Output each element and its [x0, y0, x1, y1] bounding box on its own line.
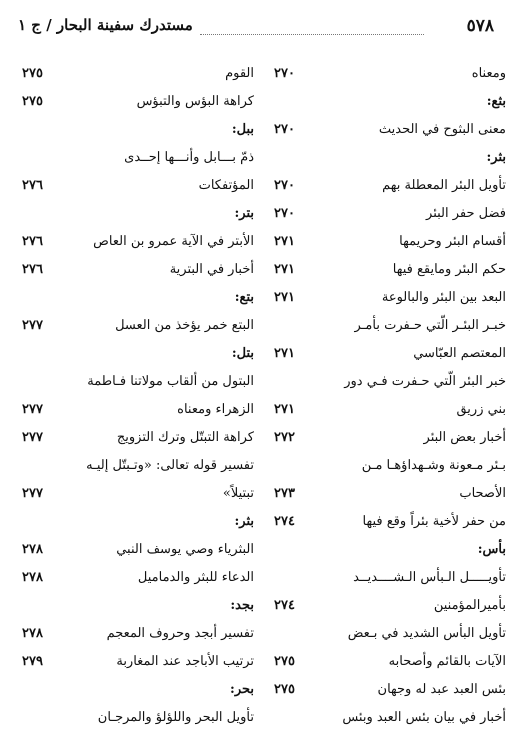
entry-page-number: ٢٧٠: [274, 178, 295, 193]
index-entry: [268, 592, 506, 620]
index-entry: [16, 704, 254, 732]
entry-page-number: ٢٧٨: [22, 626, 43, 641]
entry-text: بثع:: [486, 94, 506, 109]
entry-text: بجد:: [230, 598, 254, 613]
index-entry: [268, 704, 506, 732]
page-header: [0, 0, 516, 50]
entry-text: تأويل البحر واللؤلؤ والمرجـان: [97, 710, 254, 725]
entry-text: تأويل البأس الشديد في بـعض: [347, 626, 506, 641]
index-entry: [16, 564, 254, 592]
page-number: ٥٧٨: [466, 16, 494, 36]
entry-text: البتول من ألقاب مولاتنا فـاطمة: [87, 374, 254, 389]
header-divider: [200, 34, 424, 35]
entry-text: من حفر لأخية بئراً وقع فيها: [362, 514, 506, 529]
index-entry: [268, 284, 506, 312]
index-entry: [268, 564, 506, 592]
entry-text: تأويل البئر المعطلة بهم: [382, 178, 506, 193]
entry-text: الدعاء للبثر والدماميل: [137, 570, 254, 585]
index-entry: [268, 676, 506, 704]
entry-text: بثر:: [234, 514, 254, 529]
index-entry: [16, 88, 254, 116]
entry-text: خبـر البئـر الّتي حـفرت بأمـر: [354, 318, 506, 333]
index-entry: [268, 480, 506, 508]
entry-text: بتع:: [234, 290, 254, 305]
index-entry: [268, 312, 506, 340]
entry-text: بتل:: [231, 346, 254, 361]
index-heading: [16, 676, 254, 704]
index-heading: [16, 508, 254, 536]
index-heading: [268, 88, 506, 116]
index-entry: [268, 172, 506, 200]
index-entry: [268, 200, 506, 228]
entry-page-number: ٢٧١: [274, 346, 295, 361]
index-entry: [16, 648, 254, 676]
entry-text: ببل:: [231, 122, 254, 137]
entry-page-number: ٢٧٦: [22, 262, 43, 277]
index-entry: [16, 228, 254, 256]
book-title: مستدرك سفينة البحار / ج ١: [18, 16, 193, 34]
index-entry: [268, 60, 506, 88]
entry-text: الأصحاب: [459, 486, 506, 501]
index-entry: [16, 368, 254, 396]
index-entry: [16, 480, 254, 508]
entry-page-number: ٢٧٧: [22, 430, 43, 445]
entry-page-number: ٢٧٨: [22, 570, 43, 585]
index-entry: [16, 172, 254, 200]
index-entry: [16, 620, 254, 648]
entry-page-number: ٢٧١: [274, 290, 295, 305]
entry-text: القوم: [225, 66, 254, 81]
entry-page-number: ٢٧٩: [22, 654, 43, 669]
entry-text: أخبار في بيان بئس العبد وبئس: [342, 710, 506, 725]
entry-text: كراهة التبتّل وترك التزويج: [116, 430, 254, 445]
entry-text: أقسام البئر وحريمها: [399, 234, 506, 249]
index-entry: [268, 648, 506, 676]
entry-text: بـئر مـعونة وشـهداؤهـا مـن: [361, 458, 506, 473]
index-heading: [16, 116, 254, 144]
index-entry: [268, 452, 506, 480]
entry-page-number: ٢٧٤: [274, 514, 295, 529]
entry-page-number: ٢٧٥: [274, 654, 295, 669]
entry-text: الزهراء ومعناه: [177, 402, 254, 417]
entry-text: فضل حفر البئر: [426, 206, 506, 221]
index-entry: [16, 60, 254, 88]
entry-page-number: ٢٧٧: [22, 402, 43, 417]
entry-text: بتر:: [234, 206, 254, 221]
entry-text: بني زريق: [456, 402, 506, 417]
entry-text: ذمّ بـــابل وأنـــها إحــدى: [124, 150, 254, 165]
entry-page-number: ٢٧٥: [274, 682, 295, 697]
entry-page-number: ٢٧٣: [274, 486, 295, 501]
entry-page-number: ٢٧٥: [22, 66, 43, 81]
entry-page-number: ٢٧٥: [22, 94, 43, 109]
right-index-column: [268, 60, 506, 732]
entry-text: أخبار بعض البئر: [423, 430, 506, 445]
entry-page-number: ٢٧٢: [274, 430, 295, 445]
entry-page-number: ٢٧٦: [22, 234, 43, 249]
entry-text: البتع خمر يؤخذ من العسل: [115, 318, 254, 333]
entry-text: حكم البئر ومايقع فيها: [392, 262, 506, 277]
entry-page-number: ٢٧٠: [274, 66, 295, 81]
index-heading: [16, 340, 254, 368]
entry-text: تفسير قوله تعالى: «وتـبتّل إليـه: [86, 458, 254, 473]
entry-text: بثر:: [486, 150, 506, 165]
entry-text: تأويـــــل الـبأس الـشــــديــد: [353, 570, 506, 585]
entry-text: أخبار في البترية: [169, 262, 254, 277]
entry-text: المؤتفكات: [198, 178, 254, 193]
index-heading: [16, 284, 254, 312]
entry-page-number: ٢٧٠: [274, 206, 295, 221]
entry-text: الآيات بالقائم وأصحابه: [388, 654, 506, 669]
index-entry: [268, 396, 506, 424]
entry-text: تفسير أبجد وحروف المعجم: [106, 626, 254, 641]
entry-page-number: ٢٧٧: [22, 318, 43, 333]
entry-text: ومعناه: [471, 66, 506, 81]
index-entry: [268, 424, 506, 452]
index-entry: [268, 340, 506, 368]
index-entry: [16, 536, 254, 564]
left-index-column: [16, 60, 254, 732]
index-entry: [16, 256, 254, 284]
entry-page-number: ٢٧٤: [274, 598, 295, 613]
entry-page-number: ٢٧٠: [274, 122, 295, 137]
entry-page-number: ٢٧٨: [22, 542, 43, 557]
index-heading: [268, 144, 506, 172]
index-entry: [16, 424, 254, 452]
index-entry: [268, 116, 506, 144]
entry-text: بأس:: [477, 542, 506, 557]
entry-text: بحر:: [230, 682, 254, 697]
index-entry: [268, 620, 506, 648]
index-entry: [268, 368, 506, 396]
entry-text: كراهة البؤس والتبؤس: [136, 94, 254, 109]
index-entry: [268, 508, 506, 536]
index-entry: [16, 396, 254, 424]
entry-text: معنى البثوح في الحديث: [378, 122, 506, 137]
entry-page-number: ٢٧١: [274, 234, 295, 249]
entry-text: ترتيب الأباجد عند المغاربة: [116, 654, 254, 669]
index-entry: [16, 312, 254, 340]
entry-page-number: ٢٧٦: [22, 178, 43, 193]
entry-page-number: ٢٧١: [274, 402, 295, 417]
entry-text: البعد بين البئر والبالوعة: [381, 290, 506, 305]
index-entry: [268, 228, 506, 256]
index-heading: [16, 592, 254, 620]
index-entry: [16, 452, 254, 480]
entry-text: البثرياء وصي يوسف النبي: [116, 542, 254, 557]
entry-text: الأبتر في الآية عمرو بن العاص: [93, 234, 254, 249]
entry-page-number: ٢٧٧: [22, 486, 43, 501]
index-heading: [16, 200, 254, 228]
entry-page-number: ٢٧١: [274, 262, 295, 277]
entry-text: بأميرالمؤمنين: [433, 598, 506, 613]
index-entry: [16, 144, 254, 172]
index-entry: [268, 256, 506, 284]
index-heading: [268, 536, 506, 564]
entry-text: بئس العبد عبد له وجهان: [377, 682, 506, 697]
entry-text: تبتيلاً»: [222, 486, 254, 501]
entry-text: المعتصم العبّاسي: [413, 346, 506, 361]
entry-text: خبر البئر الّتي حـفرت فـي دور: [344, 374, 506, 389]
